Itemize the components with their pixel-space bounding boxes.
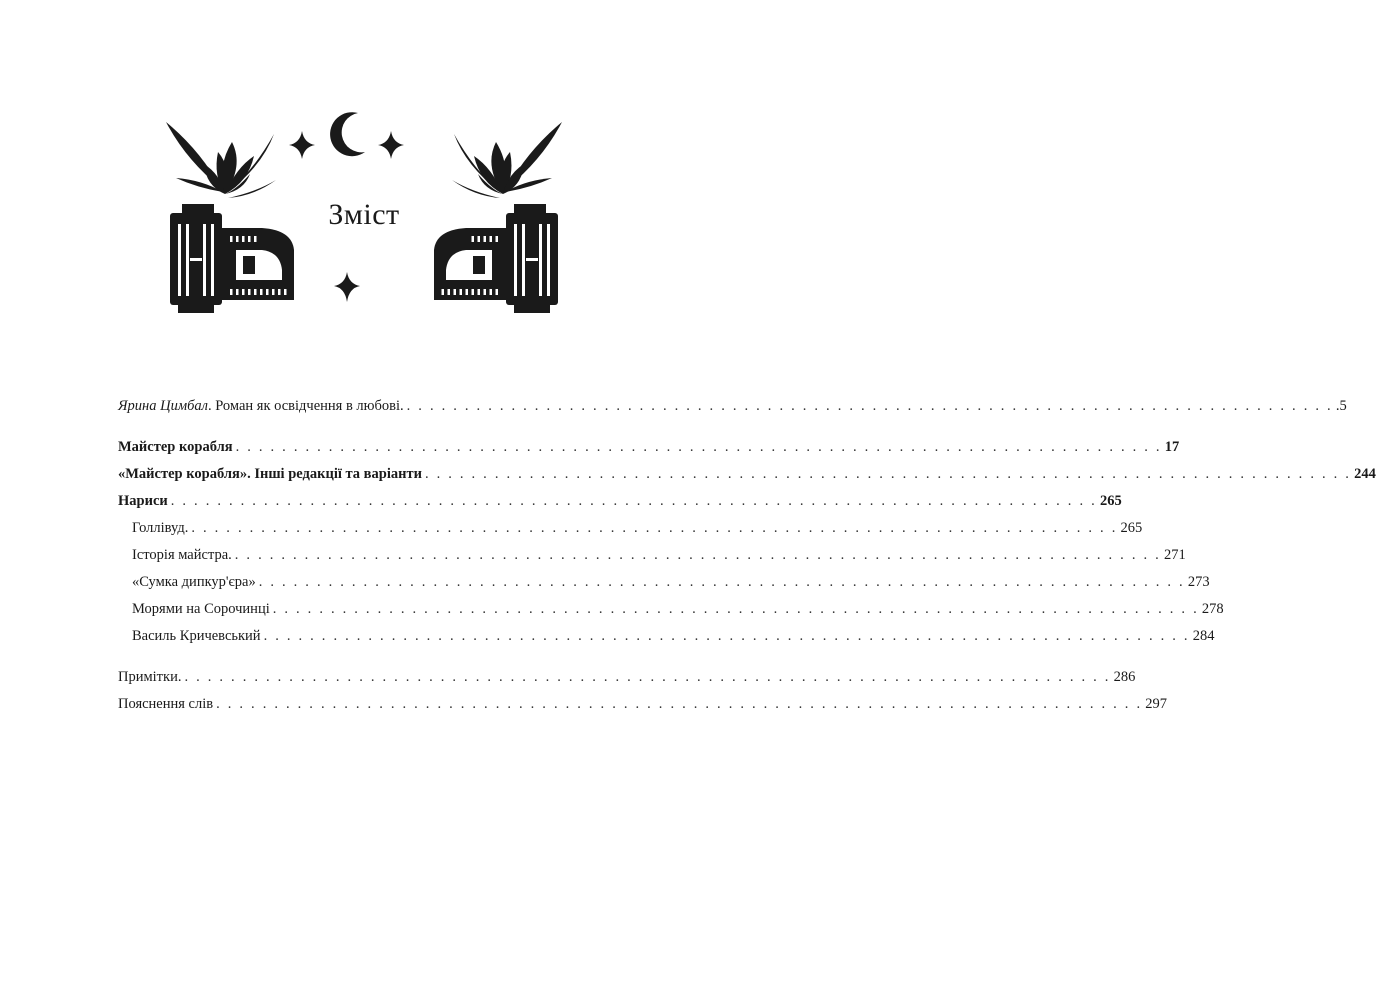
toc-page-number: 284 (1192, 628, 1215, 644)
toc-leader-dots: . . . . . . . . . . . . . . . . . . . . . . . . . . . . . . . . . . . . . . . . . . . . . . . . . . . . . . . . . . . . . . . . . . . . . . . . . . . . . . . . (272, 601, 1199, 617)
toc-entry (118, 623, 1215, 650)
toc-entry-title: Нариси (118, 493, 168, 509)
toc-entry (118, 691, 1168, 718)
toc-leader-dots: . . . . . . . . . . . . . . . . . . . . . . . . . . . . . . . . . . . . . . . . . . . . . . . . . . . . . . . . . . . . . . . . . . . . . . . . . . . . . . . . (235, 439, 1162, 455)
toc-page-number: 271 (1163, 547, 1186, 563)
toc-entry (118, 488, 1122, 515)
toc-leader-dots: . . . . . . . . . . . . . . . . . . . . . . . . . . . . . . . . . . . . . . . . . . . . . . . . . . . . . . . . . . . . . . . . . . . . . . . . . . . . . . . . (406, 398, 1333, 414)
toc-entry (118, 461, 1376, 488)
toc-page-number: 273 (1187, 574, 1210, 590)
toc-entry (118, 596, 1224, 623)
toc-page-number: 297 (1145, 696, 1168, 712)
toc-leader-dots: . . . . . . . . . . . . . . . . . . . . . . . . . . . . . . . . . . . . . . . . . . . . . . . . . . . . . . . . . . . . . . . . . . . . . . . . . . . . . . . . (170, 493, 1097, 509)
toc-entry-title: Морями на Сорочинці (132, 601, 270, 617)
toc-page-number: 265 (1099, 493, 1122, 509)
sparkle-star-icon (334, 272, 360, 302)
toc-entry-title: Історія майстра. (132, 547, 232, 563)
table-of-contents (118, 393, 1376, 718)
toc-entry-title: Майстер корабля (118, 439, 233, 455)
toc-leader-dots: . . . . . . . . . . . . . . . . . . . . . . . . . . . . . . . . . . . . . . . . . . . . . . . . . . . . . . . . . . . . . . . . . . . . . . . . . . . . . . . . (263, 628, 1190, 644)
toc-entry (118, 515, 1143, 542)
toc-entry-title: Примітки. (118, 669, 182, 685)
page-title: Зміст (328, 198, 400, 231)
toc-entry-author: Ярина Цимбал (118, 398, 208, 414)
toc-leader-dots: . . . . . . . . . . . . . . . . . . . . . . . . . . . . . . . . . . . . . . . . . . . . . . . . . . . . . . . . . . . . . . . . . . . . . . . . . . . . . . . . (424, 466, 1352, 482)
toc-page-number: 244 (1354, 466, 1376, 482)
toc-entry-title: «Майстер корабля». Інші редакції та варіанти (118, 466, 422, 482)
toc-entry-title-text: . Роман як освідчення в любові. (207, 398, 404, 414)
toc-entry-title: Пояснення слів (118, 696, 214, 712)
toc-entry (118, 393, 1347, 420)
toc-leader-dots: . . . . . . . . . . . . . . . . . . . . . . . . . . . . . . . . . . . . . . . . . . . . . . . . . . . . . . . . . . . . . . . . . . . . . . . . . . . . . . . . (216, 696, 1143, 712)
crescent-moon-icon (330, 112, 365, 156)
toc-entry (118, 664, 1136, 691)
toc-leader-dots: . . . . . . . . . . . . . . . . . . . . . . . . . . . . . . . . . . . . . . . . . . . . . . . . . . . . . . . . . . . . . . . . . . . . . . . . . . . . . . . . (184, 669, 1111, 685)
toc-entry-title: «Сумка дипкур'єра» (132, 574, 256, 590)
toc-entry (118, 542, 1186, 569)
toc-entry-title: Голлівуд. (132, 520, 189, 536)
toc-page-number: 265 (1120, 520, 1143, 536)
toc-entry-title: Василь Кричевський (132, 628, 261, 644)
toc-page-number: 278 (1201, 601, 1224, 617)
sparkle-star-icon (289, 131, 315, 159)
toc-page-number: 286 (1113, 669, 1136, 685)
sparkle-star-icon (378, 131, 404, 159)
toc-page-number: .5 (1335, 398, 1347, 414)
toc-leader-dots: . . . . . . . . . . . . . . . . . . . . . . . . . . . . . . . . . . . . . . . . . . . . . . . . . . . . . . . . . . . . . . . . . . . . . . . . . . . . . . . . (191, 520, 1118, 536)
toc-page-number: 17 (1164, 439, 1180, 455)
toc-leader-dots: . . . . . . . . . . . . . . . . . . . . . . . . . . . . . . . . . . . . . . . . . . . . . . . . . . . . . . . . . . . . . . . . . . . . . . . . . . . . . . . . (258, 574, 1185, 590)
toc-entry (118, 569, 1210, 596)
toc-entry (118, 434, 1180, 461)
toc-leader-dots: . . . . . . . . . . . . . . . . . . . . . . . . . . . . . . . . . . . . . . . . . . . . . . . . . . . . . . . . . . . . . . . . . . . . . . . . . . . . . . . . (234, 547, 1161, 563)
toc-entry-title (118, 393, 404, 420)
